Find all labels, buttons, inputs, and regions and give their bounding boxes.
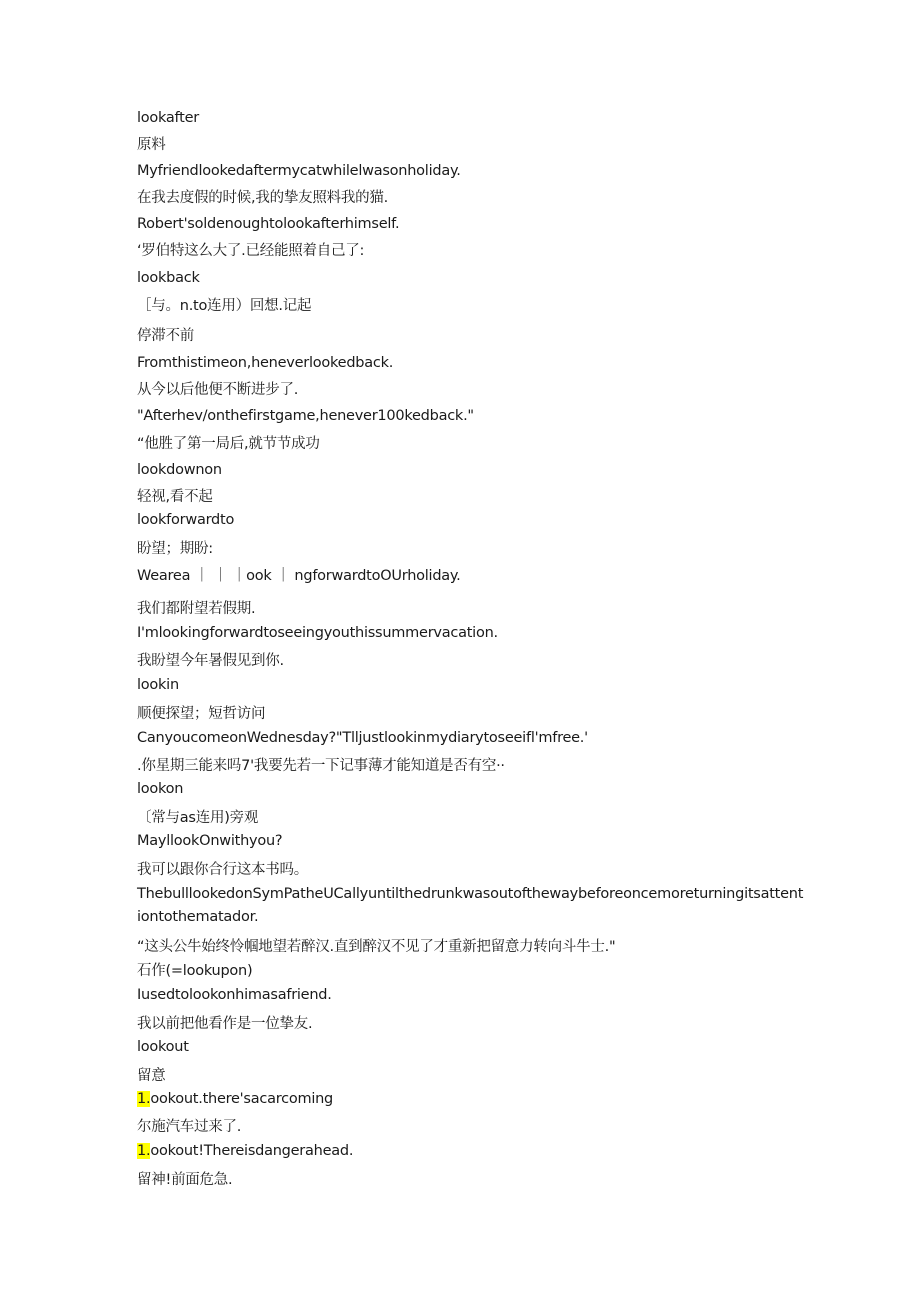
example-translation: “他胜了第一局后,就节节成功 <box>137 436 320 452</box>
definition-text: 停滞不前 <box>137 328 194 344</box>
example-sentence: Fromthistimeon,heneverlookedback. <box>137 355 394 371</box>
example-translation: 我以前把他看作是一位挚友. <box>137 1016 313 1032</box>
example-translation: 留神!前面危急. <box>137 1172 233 1188</box>
example-sentence: Wearea ｜ ｜ ｜ook ｜ ngforwardtoOUrholiday. <box>137 568 461 584</box>
entry-heading-lookon: lookon <box>137 781 184 797</box>
definition-text: 顺便探望；短哲访问 <box>137 706 266 722</box>
highlighted-number: 1. <box>137 1091 151 1107</box>
definition-text: 留意 <box>137 1068 166 1084</box>
example-translation: “这头公牛始终怜帼地望若醉汉.直到醉汉不见了才重新把留意力转向斗牛士." <box>137 939 616 955</box>
entry-heading-lookback: lookback <box>137 270 200 286</box>
example-sentence: Myfriendlookedaftermycatwhilelwasonholiday. <box>137 163 461 179</box>
example-sentence: Iusedtolookonhimasafriend. <box>137 987 332 1003</box>
example-sentence: "Afterhev/onthefirstgame,henever100kedback." <box>137 408 474 424</box>
definition-text: 原料 <box>137 137 166 153</box>
example-sentence-continued: iontothematador. <box>137 909 259 925</box>
entry-heading-lookin: lookin <box>137 677 179 693</box>
example-translation: ‘罗伯特这么大了.已经能照着自己了: <box>137 243 365 259</box>
example-translation: 我可以跟你合行这本书吗。 <box>137 862 308 878</box>
example-sentence: 1.ookout!Thereisdangerahead. <box>137 1143 354 1159</box>
example-translation: 我盼望今年暑假见到你. <box>137 653 284 669</box>
example-sentence: 1.ookout.there'sacarcoming <box>137 1091 333 1107</box>
entry-heading-lookforwardto: lookforwardto <box>137 512 235 528</box>
example-translation: 在我去度假的时候,我的挚友照料我的猫. <box>137 190 388 206</box>
entry-heading-lookdownon: lookdownon <box>137 462 222 478</box>
example-translation: .你星期三能来吗7'我要先若一下记事薄才能知道是否有空·· <box>137 758 505 774</box>
example-translation: 从今以后他便不断进步了. <box>137 382 299 398</box>
example-translation: 尔施汽车过来了. <box>137 1119 242 1135</box>
example-sentence: I'mlookingforwardtoseeingyouthissummervacation. <box>137 625 498 641</box>
definition-text: 石作(=lookupon) <box>137 963 253 979</box>
example-sentence: Robert'soldenoughtolookafterhimself. <box>137 216 400 232</box>
example-sentence: CanyoucomeonWednesday?"Tlljustlookinmydiarytoseeifl'mfree.' <box>137 730 588 746</box>
entry-heading-lookafter: lookafter <box>137 110 199 126</box>
example-sentence: MayllookOnwithyou? <box>137 833 283 849</box>
definition-text: ［与。n.to连用）回想.记起 <box>137 298 312 314</box>
definition-text: 盼望；期盼: <box>137 541 213 557</box>
definition-text: 〔常与as连用)旁观 <box>137 810 259 826</box>
example-translation: 我们都附望若假期. <box>137 601 256 617</box>
highlighted-number: 1. <box>137 1143 151 1159</box>
example-sentence: ThebulllookedonSymPatheUCallyuntilthedrunkwasoutofthewaybeforeoncemoreturningitsattent <box>137 886 804 902</box>
entry-heading-lookout: lookout <box>137 1039 189 1055</box>
definition-text: 轻视,看不起 <box>137 489 213 505</box>
